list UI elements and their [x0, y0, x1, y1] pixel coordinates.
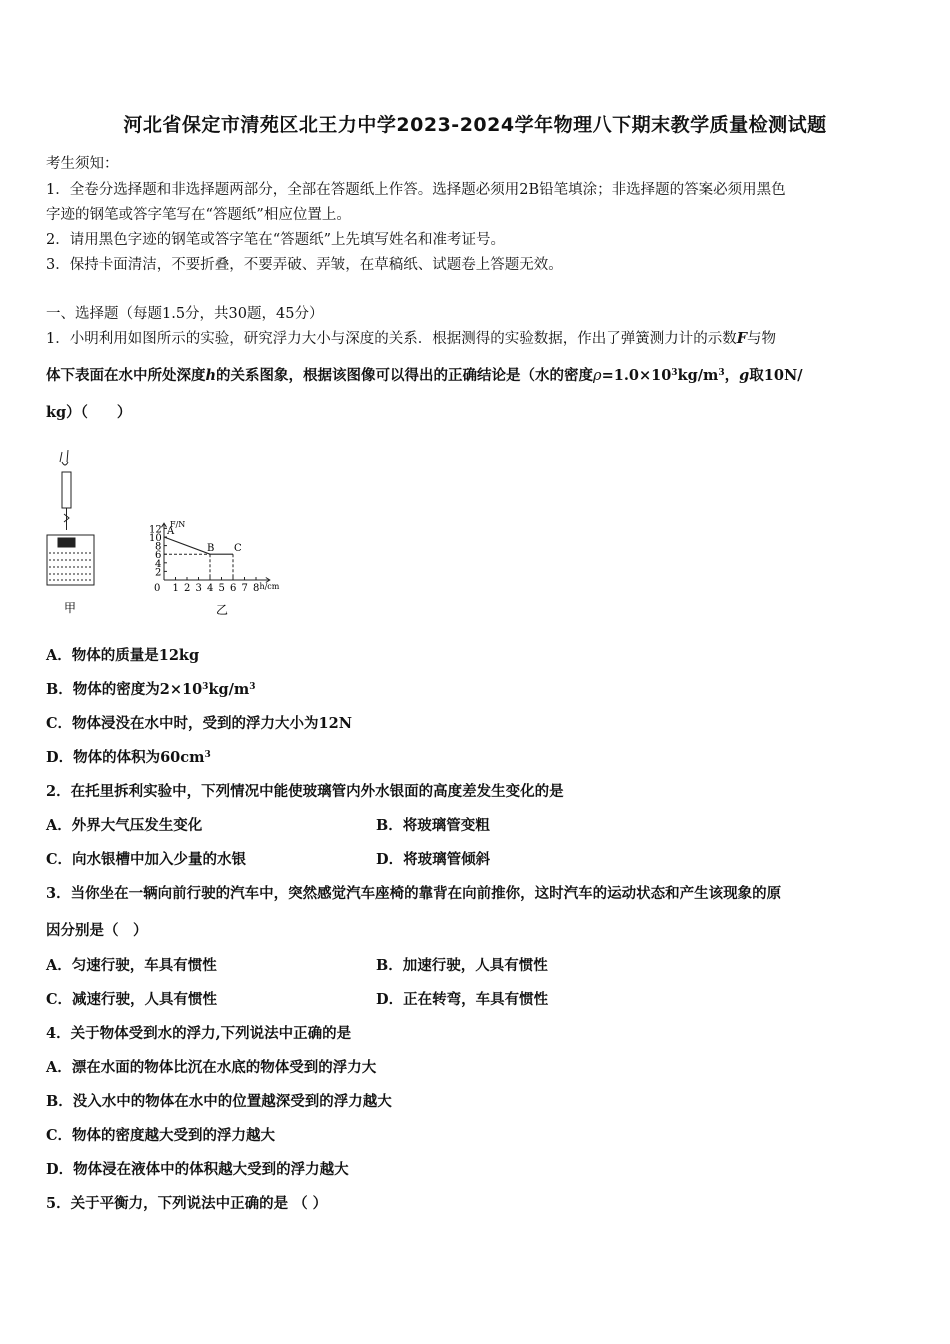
q4-option-b: B．没入水中的物体在水中的位置越深受到的浮力越大 [46, 1093, 392, 1110]
q3-option-a: A．匀速行驶，车具有惯性 [46, 957, 217, 974]
x-tick-label: 4 [207, 583, 214, 594]
notice-item-1-cont: 字迹的钢笔或答字笔写在“答题纸”相应位置上。 [46, 207, 351, 223]
y-tick-label: 4 [155, 558, 162, 570]
q1-figure [40, 440, 340, 620]
fig-label-yi: 乙 [216, 603, 229, 617]
q1-option-a: A．物体的质量是12kg [46, 647, 200, 664]
x-tick-label: 5 [218, 583, 225, 594]
q4-stem: 4．关于物体受到水的浮力,下列说法中正确的是 [46, 1025, 352, 1042]
notice-item-2: 2．请用黑色字迹的钢笔或答字笔在“答题纸”上先填写姓名和准考证号。 [46, 232, 506, 248]
y-tick-label: 10 [149, 533, 162, 544]
q2-option-d: D．将玻璃管倾斜 [376, 851, 491, 868]
x-tick-label: 1 [172, 583, 179, 594]
q3-stem-line2: 因分别是（ ） [46, 922, 148, 939]
origin-label: 0 [154, 583, 161, 594]
point-label-c: C [234, 543, 242, 555]
x-tick-label: 7 [241, 583, 248, 594]
q2-option-b: B．将玻璃管变粗 [376, 817, 490, 834]
q4-option-c: C．物体的密度越大受到的浮力越大 [46, 1127, 276, 1144]
y-tick-label: 6 [155, 550, 162, 562]
point-label-a: A [167, 526, 175, 537]
q1-option-d: D．物体的体积为$60cm^3$ [46, 749, 211, 766]
q1-stem-line1: 1．小明利用如图所示的实验，研究浮力大小与深度的关系．根据测得的实验数据，作出了弹簧测力计的示数F与物 [46, 330, 777, 347]
notice-item-3: 3．保持卡面清洁，不要折叠，不要弄破、弄皱，在草稿纸、试题卷上答题无效。 [46, 257, 563, 273]
spring-scale-apparatus [47, 450, 94, 585]
q3-stem-line1: 3．当你坐在一辆向前行驶的汽车中，突然感觉汽车座椅的靠背在向前推你，这时汽车的运动状态和产生该现象的原 [46, 885, 782, 902]
q1-option-b: B．物体的密度为$2\times 10^3kg/m^3$ [46, 681, 256, 698]
series-line-F [164, 537, 233, 554]
fig-label-jia: 甲 [64, 601, 77, 615]
q2-stem: 2．在托里拆利实验中，下列情况中能使玻璃管内外水银面的高度差发生变化的是 [46, 783, 564, 800]
q2-option-a: A．外界大气压发生变化 [46, 817, 203, 834]
force-depth-chart [149, 520, 280, 594]
x-axis-label: h/cm [259, 582, 280, 591]
q2-option-c: C．向水银槽中加入少量的水银 [46, 851, 247, 868]
notice-heading: 考生须知： [46, 156, 119, 172]
y-tick-label: 2 [155, 567, 162, 579]
x-tick-label: 6 [230, 583, 237, 594]
x-tick-label: 3 [195, 583, 202, 594]
q3-option-c: C．减速行驶，人具有惯性 [46, 991, 218, 1008]
q1-option-c: C．物体浸没在水中时，受到的浮力大小为12N [46, 715, 352, 732]
q4-option-d: D．物体浸在液体中的体积越大受到的浮力越大 [46, 1161, 349, 1178]
y-tick-label: 12 [149, 524, 162, 536]
q1-stem-line2: 体下表面在水中所处深度h的关系图象，根据该图像可以得出的正确结论是（水的密度$\rho=1.0\times 10^3kg/m^3$，g取10N/ [46, 367, 803, 384]
notice-item-1: 1．全卷分选择题和非选择题两部分，全部在答题纸上作答。选择题必须用2B铅笔填涂；非选择题的答案必须用黑色 [46, 182, 786, 198]
point-label-b: B [207, 543, 215, 555]
q1-figure-svg [40, 440, 340, 620]
x-tick-label: 8 [253, 583, 260, 594]
q3-option-b: B．加速行驶，人具有惯性 [376, 957, 548, 974]
q3-option-d: D．正在转弯，车具有惯性 [376, 991, 549, 1008]
page-title: 河北省保定市清苑区北王力中学2023-2024学年物理八下期末教学质量检测试题 [123, 114, 827, 136]
y-tick-label: 8 [155, 541, 162, 553]
section-heading: 一、选择题（每题1.5分，共30题，45分） [46, 306, 324, 322]
q4-option-a: A．漂在水面的物体比沉在水底的物体受到的浮力大 [46, 1059, 377, 1076]
q1-stem-line3: kg）（ ） [46, 404, 132, 421]
x-tick-label: 2 [184, 583, 191, 594]
y-axis-label: F/N [170, 520, 186, 530]
q5-stem: 5．关于平衡力，下列说法中正确的是 （ ） [46, 1195, 328, 1212]
